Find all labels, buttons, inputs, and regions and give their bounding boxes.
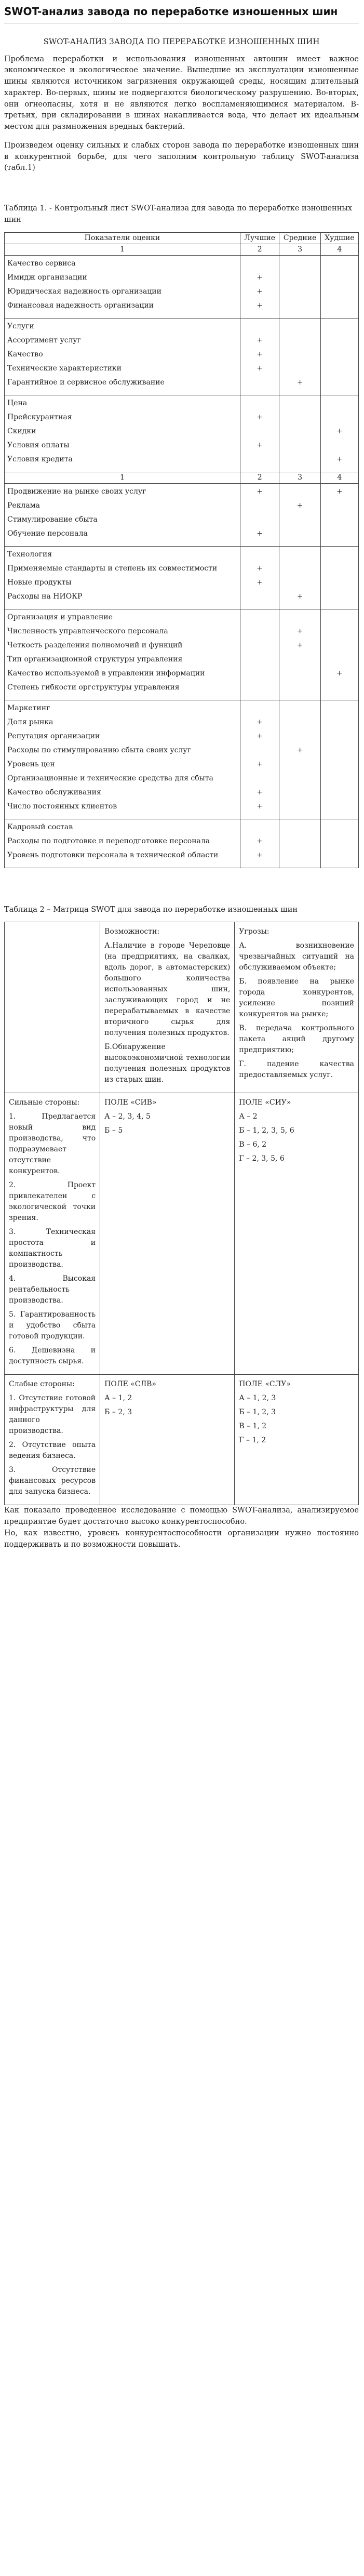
rating-worst-cell — [320, 700, 358, 819]
rating-mark — [282, 529, 317, 543]
rating-mark — [282, 774, 317, 788]
closing-paragraph: Но, как известно, уровень конкурентоспособности организации нужно постоянно поддерживать и по возможности повышать. — [4, 1529, 359, 1549]
rating-mark — [282, 350, 317, 364]
rating-mark — [282, 788, 317, 802]
rating-mark — [243, 501, 277, 515]
indicator-group-label: Услуги — [7, 322, 34, 330]
table1-number-row — [5, 472, 359, 483]
rating-best-cell — [240, 395, 279, 472]
table1-group-row — [5, 700, 359, 819]
rating-mark: + — [257, 487, 263, 496]
st-field-cell — [235, 1093, 359, 1375]
rating-mark: + — [257, 273, 263, 282]
rating-mark — [323, 336, 356, 350]
rating-mark — [323, 627, 356, 641]
rating-mark — [282, 822, 317, 836]
table1-number-cell: 3 — [279, 472, 320, 483]
rating-mark — [282, 301, 317, 315]
weakness-item: 3. Отсутствие финансовых ресурсов для запуска бизнеса. — [9, 1466, 96, 1496]
rating-mark: + — [296, 641, 303, 649]
rating-worst-cell — [320, 546, 358, 609]
rating-mark — [282, 336, 317, 350]
rating-mid-cell — [279, 318, 320, 395]
indicator-label: Уровень цен — [7, 760, 55, 768]
swot-checklist-table — [4, 232, 359, 868]
rating-mark: + — [257, 301, 263, 310]
strength-item: 2. Проект привлекателен с экологической точки зрения. — [9, 1181, 96, 1223]
rating-mark: + — [336, 427, 343, 435]
weakness-item: 2. Отсутствие опыта ведения бизнеса. — [9, 1441, 96, 1460]
matrix-corner-cell — [5, 922, 100, 1093]
indicator-group-label: Технология — [7, 550, 52, 559]
rating-mark — [243, 259, 277, 273]
indicator-cell — [5, 483, 240, 546]
wt-field-cell — [235, 1375, 359, 1505]
indicator-group-label: Организация и управление — [7, 613, 113, 621]
rating-mark — [323, 655, 356, 669]
table1-number-cell: 3 — [279, 244, 320, 255]
indicator-label: Скидки — [7, 427, 36, 435]
indicator-label: Репутация организации — [7, 732, 100, 740]
rating-mark — [282, 732, 317, 746]
page-title: SWOT-анализ завода по переработке изношенных шин — [4, 5, 338, 18]
rating-mark — [323, 399, 356, 413]
rating-mark — [282, 259, 317, 273]
indicator-label: Применяемые стандарты и степень их совместимости — [7, 564, 218, 573]
weakness-item: 1. Отсутствие готовой инфраструктуры для данного производства. — [9, 1394, 96, 1436]
indicator-label: Расходы по подготовке и переподготовке персонала — [7, 836, 210, 845]
indicator-label: Четкость разделения полномочий и функций — [7, 641, 183, 649]
wo-field-cell — [100, 1375, 235, 1505]
rating-worst-cell — [320, 819, 358, 868]
rating-mark — [282, 413, 317, 427]
rating-mid-cell — [279, 255, 320, 318]
st-field-item: Б – 1, 2, 3, 5, 6 — [239, 1126, 294, 1135]
rating-mark — [243, 641, 277, 655]
rating-mark: + — [257, 413, 263, 421]
indicator-label: Расходы на НИОКР — [7, 592, 83, 601]
rating-mid-cell — [279, 819, 320, 868]
rating-mark — [243, 378, 277, 392]
wt-field-title: ПОЛЕ «СЛУ» — [239, 1380, 291, 1389]
rating-mark — [323, 501, 356, 515]
rating-mark — [323, 592, 356, 606]
rating-mark — [323, 564, 356, 578]
indicator-label: Качество обслуживания — [7, 788, 101, 796]
indicator-group-label: Цена — [7, 399, 28, 407]
table1-number-cell: 4 — [320, 472, 358, 483]
rating-mark — [323, 273, 356, 287]
rating-mark — [323, 413, 356, 427]
table1-group-row — [5, 819, 359, 868]
indicator-group-label: Маркетинг — [7, 703, 50, 712]
rating-mark — [282, 718, 317, 732]
table1-group-row — [5, 483, 359, 546]
strength-item: 4. Высокая рентабельность производства. — [9, 1274, 96, 1305]
method-paragraph: Произведем оценку сильных и слабых сторон завода по переработке изношенных шин в конкурентной борьбе, для чего заполним контрольную таблицу SWOT-анализа (табл.1) — [4, 141, 359, 172]
st-field-item: А – 2 — [239, 1112, 258, 1121]
rating-mark — [323, 515, 356, 529]
rating-mid-cell — [279, 395, 320, 472]
rating-mark — [282, 564, 317, 578]
st-field-item: Г – 2, 3, 5, 6 — [239, 1154, 285, 1163]
st-field-item: В – 6, 2 — [239, 1140, 267, 1149]
rating-mark — [243, 399, 277, 413]
rating-mark — [323, 718, 356, 732]
rating-mark: + — [296, 378, 303, 387]
strength-item: 6. Дешевизна и доступность сырья. — [9, 1346, 96, 1366]
rating-mark — [323, 822, 356, 836]
rating-mark — [323, 350, 356, 364]
table1-header-row — [5, 232, 359, 244]
rating-mark — [282, 802, 317, 816]
opportunity-item: Б.Обнаружение высокоэкономичной технологии получения полезных продуктов из старых шин. — [104, 1043, 231, 1084]
document-heading: SWOT-АНАЛИЗ ЗАВОДА ПО ПЕРЕРАБОТКЕ ИЗНОШЕННЫХ ШИН — [43, 37, 320, 46]
indicator-label: Организационные и технические средства для сбыта — [7, 774, 213, 782]
matrix-row-weaknesses — [5, 1375, 359, 1505]
indicator-label: Уровень подготовки персонала в технической области — [7, 851, 219, 859]
rating-mark — [323, 364, 356, 378]
rating-mark: + — [296, 501, 303, 510]
rating-mark — [243, 613, 277, 627]
rating-best-cell — [240, 318, 279, 395]
table2-caption: Таблица 2 – Матрица SWOT для завода по переработке изношенных шин — [4, 905, 298, 914]
rating-mark — [282, 455, 317, 469]
rating-mark — [282, 760, 317, 774]
rating-mark: + — [257, 364, 263, 373]
indicator-label: Доля рынка — [7, 718, 53, 726]
intro-paragraph: Проблема переработки и использования изношенных автошин имеет важное экономическое и экологическое значение. Вышедшие из эксплуатации изношенные шины являются источником загрязнения окружающей среды, носящим длительный характер. Во-первых, шины не подвергаются биологическому разрушению. Во-вторых, они огнеопасны, хотя и не являются легко воспламеняющимися материалом. В-третьих, при складировании в шинах накапливается вода, что делает их идеальным местом для размножения вредных бактерий. — [4, 55, 359, 131]
rating-mark: + — [257, 788, 263, 796]
rating-mark — [243, 822, 277, 836]
rating-mid-cell — [279, 546, 320, 609]
matrix-row-strengths — [5, 1093, 359, 1375]
rating-mark — [243, 774, 277, 788]
table1-caption: Таблица 1. - Контрольный лист SWOT-анализа для завода по переработке изношенных шин — [4, 204, 353, 224]
rating-worst-cell — [320, 255, 358, 318]
rating-mark — [323, 851, 356, 865]
indicator-label: Новые продукты — [7, 578, 72, 587]
weaknesses-cell — [5, 1375, 100, 1505]
rating-mark — [323, 802, 356, 816]
indicator-label: Обучение персонала — [7, 529, 88, 538]
rating-mark — [243, 627, 277, 641]
opportunities-cell — [100, 922, 235, 1093]
rating-mark — [323, 836, 356, 851]
rating-mark — [282, 427, 317, 441]
swot-matrix-table — [4, 922, 359, 1505]
rating-mark — [323, 578, 356, 592]
rating-mark — [243, 515, 277, 529]
matrix-row-header — [5, 922, 359, 1093]
indicator-label: Степень гибкости оргструктуры управления — [7, 683, 180, 692]
rating-mark — [243, 703, 277, 718]
table1-header-cell: Показатели оценки — [5, 232, 240, 244]
indicator-cell — [5, 395, 240, 472]
threat-item: В. передача контрольного пакета акций другому предприятию; — [239, 1024, 354, 1055]
rating-mark — [323, 613, 356, 627]
rating-mark — [282, 613, 317, 627]
rating-mark: + — [257, 350, 263, 358]
conclusion-paragraph: Как показало проведенное исследование с помощью SWOT-анализа, анализируемое предприятие будет достаточно высоко конкурентоспособно. — [4, 1506, 359, 1526]
indicator-cell — [5, 318, 240, 395]
threat-item: А. возникновение чрезвычайных ситуаций на обслуживаемом объекте; — [239, 941, 354, 972]
table1-group-row — [5, 546, 359, 609]
wo-field-title: ПОЛЕ «СЛВ» — [104, 1380, 156, 1389]
indicator-label: Условия оплаты — [7, 441, 70, 449]
indicator-label: Реклама — [7, 501, 40, 510]
indicator-cell — [5, 819, 240, 868]
rating-mark: + — [336, 669, 343, 678]
threat-item: Б. появление на рынке города конкурентов, усиление позиций конкурентов на рынке; — [239, 977, 354, 1019]
indicator-cell — [5, 255, 240, 318]
weaknesses-title: Слабые стороны: — [9, 1380, 75, 1389]
rating-mark — [323, 788, 356, 802]
table1-header-cell: Лучшие — [240, 232, 279, 244]
rating-mark — [243, 683, 277, 697]
rating-mark — [243, 455, 277, 469]
document-page — [0, 4, 364, 2576]
rating-mark — [323, 550, 356, 564]
rating-mark — [323, 259, 356, 273]
rating-mark — [323, 774, 356, 788]
rating-worst-cell — [320, 318, 358, 395]
rating-mark: + — [296, 592, 303, 601]
rating-mark — [323, 746, 356, 760]
indicator-label: Ассортимент услуг — [7, 336, 81, 344]
rating-worst-cell — [320, 609, 358, 700]
rating-mark: + — [257, 336, 263, 344]
rating-mark — [282, 515, 317, 529]
rating-mark — [323, 378, 356, 392]
table1-group-row — [5, 395, 359, 472]
rating-mark: + — [336, 487, 343, 496]
indicator-label: Число постоянных клиентов — [7, 802, 117, 811]
rating-mark: + — [257, 578, 263, 587]
opportunity-item: А.Наличие в городе Череповце (на предприятиях, на свалках, вдоль дорог, в автомастерских) большого количества использованных шин, заслуживающих город и не перерабатываемых в качестве вторичного сырья для получения полезных продуктов. — [104, 941, 231, 1038]
rating-mark: + — [257, 836, 263, 845]
rating-mark — [243, 427, 277, 441]
rating-mark — [282, 683, 317, 697]
indicator-label: Технические характеристики — [7, 364, 122, 373]
indicator-label: Финансовая надежность организации — [7, 301, 154, 310]
rating-mark: + — [257, 529, 263, 538]
rating-mark — [282, 487, 317, 501]
indicator-group-label: Кадровый состав — [7, 822, 73, 831]
rating-mark — [243, 746, 277, 760]
rating-mid-cell — [279, 700, 320, 819]
wt-field-item: В – 1, 2 — [239, 1422, 267, 1431]
rating-mark — [282, 655, 317, 669]
rating-mark — [282, 550, 317, 564]
indicator-label: Имидж организации — [7, 273, 87, 282]
rating-best-cell — [240, 819, 279, 868]
table1-group-row — [5, 318, 359, 395]
rating-mark — [282, 322, 317, 336]
indicator-cell — [5, 609, 240, 700]
rating-mark: + — [257, 760, 263, 768]
strength-item: 3. Техническая простота и компактность производства. — [9, 1228, 96, 1269]
strength-item: 1. Предлагается новый вид производства, что подразумевает отсутствие конкурентов. — [9, 1112, 96, 1176]
rating-mid-cell — [279, 609, 320, 700]
indicator-group-label: Продвижение на рынке своих услуг — [7, 487, 146, 496]
rating-mark — [282, 441, 317, 455]
wt-field-item: Б – 1, 2, 3 — [239, 1408, 276, 1417]
indicator-label: Прейскурантная — [7, 413, 72, 421]
table1-header-cell: Худшие — [320, 232, 358, 244]
rating-mark: + — [296, 627, 303, 635]
strengths-title: Сильные стороны: — [9, 1098, 80, 1107]
rating-mark — [323, 641, 356, 655]
rating-mark — [243, 592, 277, 606]
so-field-title: ПОЛЕ «СИВ» — [104, 1098, 157, 1107]
rating-mark — [282, 287, 317, 301]
rating-mark — [282, 703, 317, 718]
indicator-label: Гарантийное и сервисное обслуживание — [7, 378, 165, 387]
rating-mark — [282, 851, 317, 865]
rating-mark — [323, 441, 356, 455]
indicator-cell — [5, 700, 240, 819]
table1-header-cell: Средние — [279, 232, 320, 244]
rating-mark: + — [257, 564, 263, 573]
rating-mark: + — [257, 287, 263, 296]
table1-number-cell: 4 — [320, 244, 358, 255]
threats-cell — [235, 922, 359, 1093]
rating-mark — [282, 399, 317, 413]
rating-mark — [323, 683, 356, 697]
rating-mark — [323, 529, 356, 543]
rating-mark: + — [296, 746, 303, 754]
rating-worst-cell — [320, 395, 358, 472]
wt-field-item: А – 1, 2, 3 — [239, 1394, 276, 1403]
rating-mark: + — [257, 441, 263, 449]
rating-mark — [323, 301, 356, 315]
indicator-label: Условия кредита — [7, 455, 73, 463]
table1-number-cell: 2 — [240, 244, 279, 255]
indicator-label: Стимулирование сбыта — [7, 515, 98, 524]
rating-mark: + — [336, 455, 343, 463]
rating-mark — [243, 669, 277, 683]
rating-best-cell — [240, 546, 279, 609]
rating-mark — [243, 322, 277, 336]
so-field-item: А – 2, 3, 4, 5 — [104, 1112, 151, 1121]
rating-mark — [243, 550, 277, 564]
opportunities-title: Возможности: — [104, 927, 160, 936]
rating-best-cell — [240, 483, 279, 546]
indicator-label: Численность управленческого персонала — [7, 627, 168, 635]
rating-best-cell — [240, 609, 279, 700]
table1-number-cell: 1 — [5, 244, 240, 255]
rating-mid-cell — [279, 483, 320, 546]
table1-group-row — [5, 255, 359, 318]
rating-mark — [282, 273, 317, 287]
rating-mark — [243, 655, 277, 669]
st-field-title: ПОЛЕ «СИУ» — [239, 1098, 291, 1107]
indicator-label: Качество — [7, 350, 43, 358]
rating-mark — [323, 703, 356, 718]
indicator-label: Расходы по стимулированию сбыта своих услуг — [7, 746, 191, 754]
rating-mark: + — [257, 802, 263, 811]
table1-group-row — [5, 609, 359, 700]
strengths-cell — [5, 1093, 100, 1375]
wo-field-item: А – 1, 2 — [104, 1394, 132, 1403]
rating-mark — [323, 287, 356, 301]
rating-mark: + — [257, 851, 263, 859]
rating-best-cell — [240, 700, 279, 819]
indicator-label: Тип организационной структуры управления — [7, 655, 183, 663]
wo-field-item: Б – 2, 3 — [104, 1408, 132, 1417]
so-field-item: Б – 5 — [104, 1126, 123, 1135]
indicator-label: Юридическая надежность организации — [7, 287, 161, 296]
rating-mark — [323, 322, 356, 336]
rating-mark — [282, 578, 317, 592]
table1-number-cell: 1 — [5, 472, 240, 483]
rating-mark — [282, 669, 317, 683]
rating-mark — [323, 732, 356, 746]
wt-field-item: Г – 1, 2 — [239, 1436, 266, 1445]
indicator-group-label: Качество сервиса — [7, 259, 76, 268]
table1-number-cell: 2 — [240, 472, 279, 483]
indicator-cell — [5, 546, 240, 609]
threats-title: Угрозы: — [239, 927, 269, 936]
rating-mark — [282, 364, 317, 378]
strength-item: 5. Гарантированность и удобство сбыта готовой продукции. — [9, 1310, 96, 1341]
threat-item: Г. падение качества предоставляемых услуг. — [239, 1060, 354, 1080]
table1-number-row — [5, 244, 359, 255]
so-field-cell — [100, 1093, 235, 1375]
rating-mark — [282, 836, 317, 851]
rating-mark: + — [257, 732, 263, 740]
indicator-label: Качество используемой в управлении информации — [7, 669, 205, 678]
rating-best-cell — [240, 255, 279, 318]
rating-mark — [323, 760, 356, 774]
rating-mark: + — [257, 718, 263, 726]
rating-worst-cell — [320, 483, 358, 546]
